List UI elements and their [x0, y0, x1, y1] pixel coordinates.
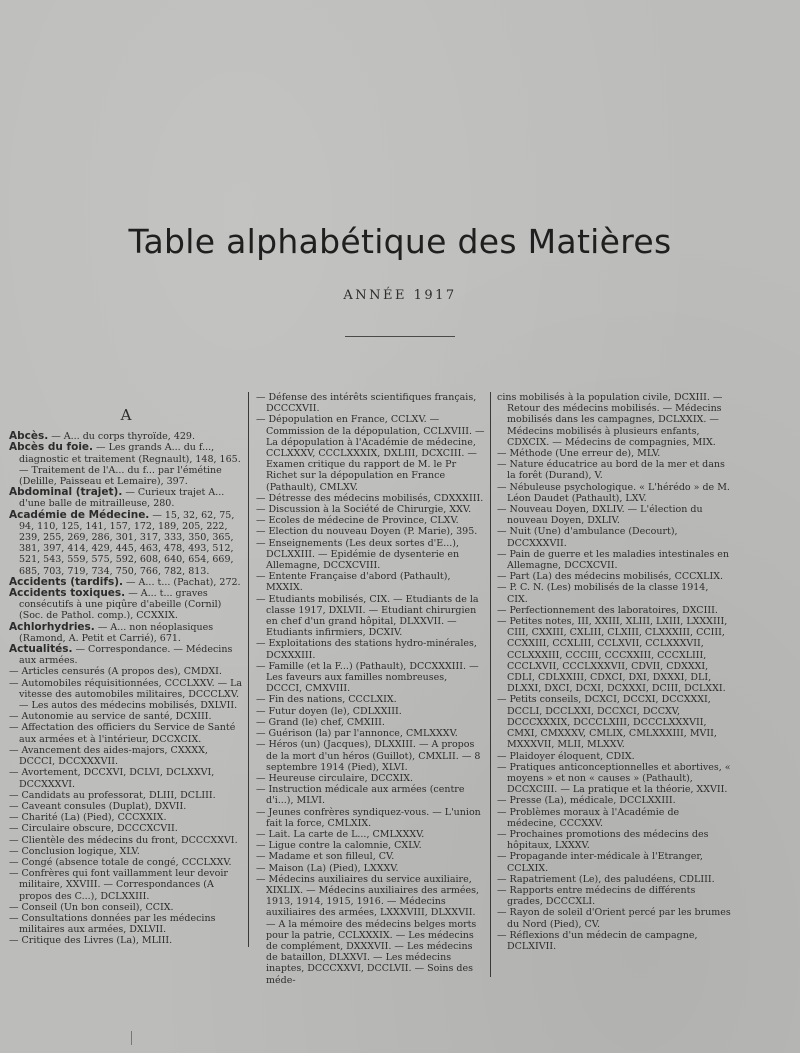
- entry-text: — Nature éducatrice au bord de la mer et dans la forêt (Durand), V.: [497, 459, 725, 482]
- entry-text: — Conseil (Un bon conseil), CCIX.: [9, 901, 174, 913]
- index-column-1: [9, 406, 243, 947]
- index-entry: [256, 594, 486, 639]
- entry-headword: Actualités.: [9, 643, 73, 656]
- entry-text: — Héros (un) (Jacques), DLXXIII. — A propos de la mort d'un héros (Guillot), CMXLII. — 8 septembre 1914 (Pied), XLVI.: [256, 739, 481, 773]
- entry-text: — Jeunes confrères syndiquez-vous. — L'union fait la force, CMLXIX.: [256, 806, 481, 829]
- title-rule: [345, 336, 455, 337]
- index-entry: [256, 526, 486, 537]
- index-entry: [256, 773, 486, 784]
- entry-text: — Exploitations des stations hydro-minérales, DCXXXIII.: [256, 638, 477, 661]
- index-entry: [9, 678, 243, 712]
- entry-text: — 15, 32, 62, 75, 94, 110, 125, 141, 157, 172, 189, 205, 222, 239, 255, 269, 286, 301, 317, 333, 350, 365, 381, 397, 414, 429, 445, 463, 478, 493, 512, 521, 543, 559, 575, 592, 608, 640, 654, 669, 685, 703, 719, 734, 750, 766, 782, 813.: [19, 509, 235, 577]
- entry-text: — Détresse des médecins mobilisés, CDXXXIII.: [256, 492, 484, 504]
- index-entry: [256, 694, 486, 705]
- index-column-2: [256, 392, 486, 986]
- page-title: Table alphabétique des Matières: [128, 222, 672, 261]
- entry-text: — Médecins auxiliaires du service auxiliaire, XIXLIX. — Médecins auxiliaires des armées, 1913, 1914, 1915, 1916. — Médecins auxiliaires des armées, LXXXVIII, DLXXVII. — A la mémoire des médecins belges morts pour la patrie, CCLXXXIX. — Les médecins de complément, DXXXVII. — Les médecins de bataillon, DLXXVI. — Les médecins inaptes, DCCCXXVI, DCCLVII. — Soins des méde-: [256, 873, 480, 986]
- index-entry: [497, 762, 731, 796]
- index-entry: [9, 868, 243, 902]
- entry-text: — Nébuleuse psychologique. « L'hérédo » de M. Léon Daudet (Pathault), LXV.: [497, 481, 730, 504]
- index-entry: [497, 392, 731, 448]
- index-entry: [256, 571, 486, 593]
- entry-text: — Famille (et la F...) (Pathault), DCCXXXIII. — Les faveurs aux familles nombreuses, DCCCI, CMXVIII.: [256, 660, 479, 695]
- entry-text: — Grand (le) chef, CMXIII.: [256, 716, 385, 728]
- entry-text: — Instruction médicale aux armées (centre d'i...), MLVI.: [256, 784, 465, 807]
- entry-text: — Ecoles de médecine de Province, CLXV.: [256, 515, 459, 527]
- entry-text: — Prochaines promotions des médecins des hôpitaux, LXXXV.: [497, 828, 709, 852]
- index-entry: [497, 807, 731, 829]
- index-entry: [9, 913, 243, 935]
- entry-text: — Confrères qui font vaillamment leur devoir militaire, XXVIII. — Correspondances (A propos des C...), DCLXXIII.: [9, 868, 228, 902]
- entry-text: — Guérison (la) par l'annonce, CMLXXXV.: [256, 728, 458, 740]
- index-entry: [497, 930, 731, 952]
- entry-text: — Ligue contre la calomnie, CXLV.: [256, 840, 422, 852]
- entry-text: — Propagande inter-médicale à l'Etranger, CCLXIX.: [497, 851, 703, 874]
- entry-text: — Part (La) des médecins mobilisés, CCCXLIX.: [497, 571, 723, 583]
- entry-text: — Caveant consules (Duplat), DXVII.: [9, 800, 187, 812]
- index-entry: [9, 823, 243, 834]
- entry-text: — Plaidoyer éloquent, CDIX.: [497, 750, 635, 762]
- index-entry: [256, 874, 486, 986]
- entry-text: — Avortement, DCCXVI, DCLVI, DCLXXVI, DCCXXXVI.: [9, 767, 215, 790]
- index-entry: [256, 851, 486, 862]
- index-entry: [256, 739, 486, 773]
- entry-text: — Perfectionnement des laboratoires, DXCIII.: [497, 604, 718, 616]
- entry-text: — A... du corps thyroïde, 429.: [48, 431, 195, 443]
- entry-text: — Rapatriement (Le), des paludéens, CDLIII.: [497, 873, 715, 885]
- index-entry: [497, 907, 731, 929]
- entry-text: — Affectation des officiers du Service de Santé aux armées et à l'intérieur, DCCXCIX.: [9, 722, 236, 745]
- index-entry: [497, 874, 731, 885]
- index-entry: [9, 510, 243, 577]
- entry-headword: Académie de Médecine.: [9, 508, 150, 521]
- index-entry: [256, 863, 486, 874]
- entry-text: — Petites notes, III, XXIII, XLIII, LXIII, LXXXIII, CIII, CXXIII, CXLIII, CLXIII, CLXXXIII, CCIII, CCXXIII, CCXLIII, CCLXVII, CCLXXXVII, CCLXXXIII, CCCIII, CCCXXIII, CCCXLIII, CCCLXVII, CCCLXXXVII, CDVII, CDXXXI, CDLI, CDLXXIII, CDXCI, DXI, DXXXI, DLI, DLXXI, DXCI, DCXI, DCXXXI, DCIII, DCLXXI.: [497, 616, 728, 695]
- section-letter: A: [120, 406, 132, 424]
- column-3-entries: [497, 392, 731, 952]
- index-entry: [497, 504, 731, 526]
- index-entry: [9, 790, 243, 801]
- index-entry: [9, 801, 243, 812]
- index-entry: [9, 711, 243, 722]
- index-entry: [9, 666, 243, 677]
- column-divider-1: [248, 392, 249, 947]
- index-entry: [256, 515, 486, 526]
- entry-text: — Les grands A... du f..., diagnostic et traitement (Regnault), 148, 165. — Traitement de l'A... du f... par l'émétine (Delille, Paisseau et Lemaire), 397.: [19, 442, 241, 488]
- column-divider-2: [490, 392, 491, 977]
- index-entry: [9, 622, 243, 644]
- entry-text: — Réflexions d'un médecin de campagne, DCLXIVII.: [497, 929, 698, 952]
- entry-headword: Abcès.: [9, 430, 49, 443]
- index-entry: [497, 795, 731, 806]
- entry-text: — Election du nouveau Doyen (P. Marie), 395.: [256, 526, 478, 538]
- entry-text: — Clientèle des médecins du front, DCCCXXVI.: [9, 834, 238, 846]
- entry-text: — Charité (La) (Pied), CCCXXIX.: [9, 812, 167, 824]
- entry-text: — Correspondance. — Médecins aux armées.: [19, 644, 233, 667]
- entry-text: — Nouveau Doyen, DXLIV. — L'élection du nouveau Doyen, DXLIV.: [497, 504, 703, 527]
- entry-text: — Défense des intérêts scientifiques français, DCCCXVII.: [256, 392, 477, 415]
- page-mark: [131, 1031, 132, 1045]
- index-entry: [497, 571, 731, 582]
- entry-headword: Accidents toxiques.: [9, 587, 126, 600]
- index-entry: [497, 694, 731, 750]
- index-entry: [9, 835, 243, 846]
- entry-text: — Lait. La carte de L..., CMLXXXV.: [256, 828, 425, 840]
- index-entry: [256, 728, 486, 739]
- index-column-3: [497, 392, 731, 952]
- index-entry: [9, 487, 243, 509]
- index-entry: [256, 661, 486, 695]
- index-entry: [497, 549, 731, 571]
- index-entry: [9, 442, 243, 487]
- index-entry: [9, 902, 243, 913]
- index-entry: [256, 538, 486, 572]
- index-entry: [9, 588, 243, 622]
- index-entry: [497, 526, 731, 548]
- index-entry: [256, 706, 486, 717]
- index-entry: [497, 582, 731, 604]
- year-subtitle: ANNÉE 1917: [343, 288, 457, 303]
- entry-headword: Abcès du foie.: [9, 441, 94, 454]
- entry-text: — Consultations données par les médecins militaires aux armées, DXLVII.: [9, 912, 216, 936]
- entry-text: — Presse (La), médicale, DCCLXXIII.: [497, 795, 676, 807]
- entry-text: cins mobilisés à la population civile, DCXIII. — Retour des médecins mobilisés. — Médecins mobilisés dans les campagnes, DCLXXIX. — Médecins mobilisés à plusieurs enfants, CDXCIX. — Médecins de compagnies, MIX.: [497, 392, 723, 448]
- index-entry: [256, 638, 486, 660]
- entry-text: — Autonomie au service de santé, DCXIII.: [9, 711, 212, 723]
- index-entry: [497, 448, 731, 459]
- entry-text: — Problèmes moraux à l'Académie de médecine, CCCXXV.: [497, 806, 680, 829]
- entry-text: — Articles censurés (A propos des), CMDXI.: [9, 666, 222, 678]
- index-entry: [497, 751, 731, 762]
- column-2-entries: [256, 392, 486, 986]
- entry-text: — Automobiles réquisitionnées, CCCLXXV. — La vitesse des automobiles militaires, DCCCLXV. — Les autos des médecins mobilisés, DXLVII.: [9, 677, 243, 712]
- entry-text: — Congé (absence totale de congé, CCCLXXV.: [9, 856, 232, 868]
- index-entry: [497, 829, 731, 851]
- entry-text: — Méthode (Une erreur de), MLV.: [497, 448, 661, 460]
- entry-text: — Nuit (Une) d'ambulance (Decourt), DCCXXXVII.: [497, 526, 678, 549]
- index-entry: [256, 717, 486, 728]
- index-entry: [256, 392, 486, 414]
- index-entry: [256, 829, 486, 840]
- index-entry: [256, 504, 486, 515]
- index-entry: [9, 722, 243, 744]
- index-entry: [9, 935, 243, 946]
- entry-text: — Entente Française d'abord (Pathault), MXXIX.: [256, 571, 451, 594]
- index-entry: [256, 840, 486, 851]
- entry-text: — Candidats au professorat, DLIII, DCLIII.: [9, 789, 216, 801]
- entry-text: — Critique des Livres (La), MLIII.: [9, 935, 173, 947]
- entry-text: — Conclusion logique, XLV.: [9, 845, 140, 857]
- entry-text: — Rayon de soleil d'Orient percé par les brumes du Nord (Pied), CV.: [497, 907, 731, 930]
- column-1-entries: [9, 431, 243, 946]
- index-entry: [497, 885, 731, 907]
- index-entry: [497, 482, 731, 504]
- index-entry: [9, 644, 243, 666]
- entry-text: — Fin des nations, CCCLXIX.: [256, 694, 397, 706]
- entry-text: — Pain de guerre et les maladies intestinales en Allemagne, DCCXCVII.: [497, 548, 730, 572]
- entry-text: — A... non néoplasiques (Ramond, A. Petit et Carrié), 671.: [19, 621, 214, 644]
- entry-text: — A... t... (Pachat), 272.: [123, 576, 241, 588]
- entry-headword: Accidents (tardifs).: [9, 575, 124, 588]
- index-entry: [497, 605, 731, 616]
- index-entry: [497, 616, 731, 694]
- entry-headword: Abdominal (trajet).: [9, 486, 123, 499]
- index-entry: [9, 745, 243, 767]
- index-entry: [9, 767, 243, 789]
- entry-text: — Heureuse circulaire, DCCXIX.: [256, 772, 414, 784]
- index-entry: [256, 807, 486, 829]
- entry-text: — Circulaire obscure, DCCCXCVII.: [9, 823, 178, 835]
- entry-text: — P. C. N. (Les) mobilisés de la classe 1914, CIX.: [497, 582, 709, 605]
- entry-text: — Etudiants mobilisés, CIX. — Etudiants de la classe 1917, DXLVII. — Etudiant chirurgien en chef d'un grand hôpital, DLXXVII. — Etudiants infirmiers, DCXIV.: [256, 593, 479, 639]
- entry-text: — Curieux trajet A... d'une balle de mitrailleuse, 280.: [19, 487, 225, 510]
- index-entry: [256, 784, 486, 806]
- index-entry: [256, 493, 486, 504]
- entry-text: — Discussion à la Société de Chirurgie, XXV.: [256, 504, 472, 516]
- entry-text: — Maison (La) (Pied), LXXXV.: [256, 862, 399, 874]
- entry-text: — Enseignements (Les deux sortes d'E...), DCLXXIII. — Epidémie de dysenterie en Allemagne, DCCXCVIII.: [256, 537, 460, 572]
- index-entry: [9, 812, 243, 823]
- entry-text: — A... t... graves consécutifs à une piqûre d'abeille (Cornil) (Soc. de Pathol. comp.), CCXXIX.: [19, 588, 222, 622]
- entry-text: — Petits conseils, DCXCI, DCCXI, DCCXXXI, DCCLI, DCCLXXI, DCCXCI, DCCXV, DCCCXXXIX, DCCCLXIII, DCCCLXXXVII, CMXI, CMXXXV, CMLIX, CMLXXXIII, MVII, MXXXVII, MLII, MLXXV.: [497, 694, 717, 751]
- entry-text: — Pratiques anticonceptionnelles et abortives, « moyens » et non « causes » (Pathault), DCCXCIII. — La pratique et la théorie, XXVII.: [497, 761, 731, 796]
- index-entry: [9, 857, 243, 868]
- entry-text: — Madame et son filleul, CV.: [256, 851, 395, 863]
- entry-text: — Dépopulation en France, CCLXV. — Commission de la dépopulation, CCLXVIII. — La dépopulation à l'Académie de médecine, CCLXXXV, CCCLXXXIX, DXLIII, DCXCIII. — Examen critique du rapport de M. le Pr Richet sur la dépopulation en France (Pathault), CMLXV.: [256, 414, 485, 493]
- entry-headword: Achlorhydries.: [9, 620, 95, 633]
- entry-text: — Rapports entre médecins de différents grades, DCCCXLI.: [497, 884, 696, 908]
- index-entry: [497, 851, 731, 873]
- entry-text: — Avancement des aides-majors, CXXXX, DCCCI, DCCXXXVII.: [9, 744, 208, 768]
- index-entry: [256, 414, 486, 492]
- index-entry: [9, 846, 243, 857]
- index-entry: [497, 459, 731, 481]
- entry-text: — Futur doyen (le), CDLXXIII.: [256, 705, 402, 717]
